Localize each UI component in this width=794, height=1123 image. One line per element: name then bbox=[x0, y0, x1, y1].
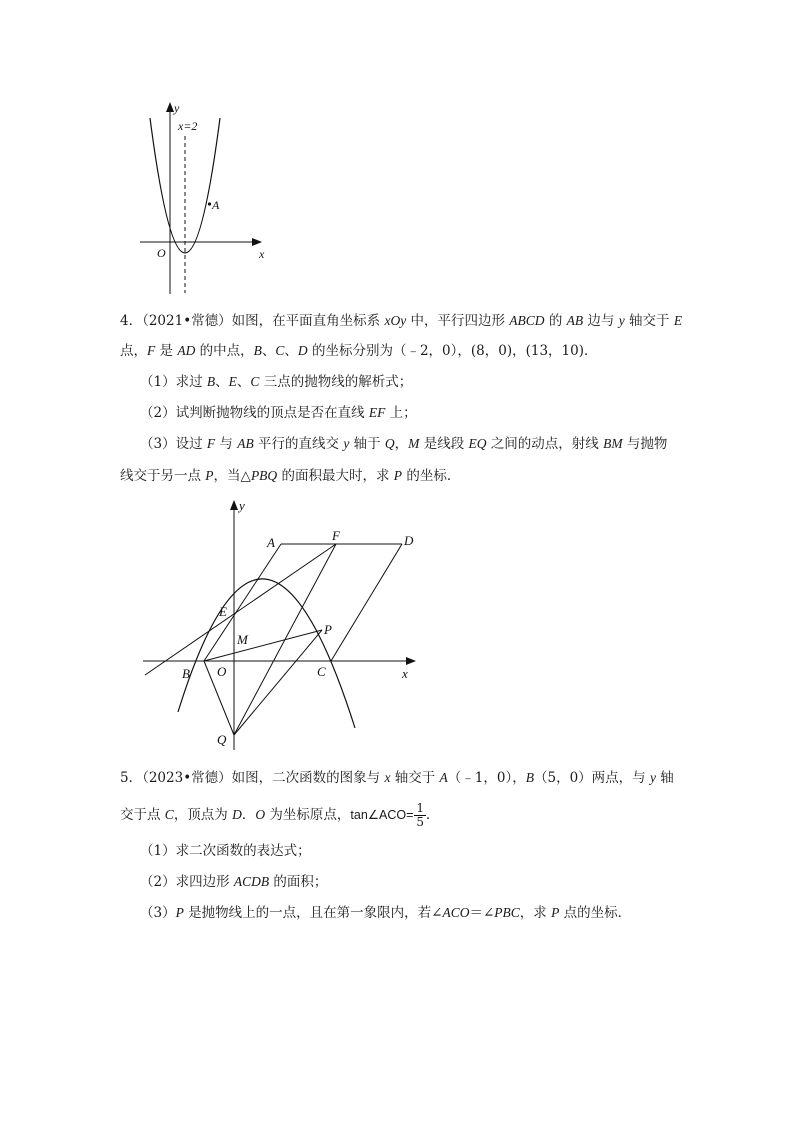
math-variable: AB bbox=[566, 313, 584, 328]
math-variable: M bbox=[408, 436, 420, 451]
problem-5-sub-2: （2）求四边形 ACDB 的面积； bbox=[140, 874, 328, 890]
problem-5-line-1: 5．（2023•常德）如图，二次函数的图象与 x 轴交于 A（﹣1，0），B（5，0）两点，与 y 轴 bbox=[120, 770, 674, 786]
math-variable: ACO bbox=[442, 905, 470, 920]
math-variable: E bbox=[673, 313, 683, 328]
parabola-curve bbox=[178, 579, 355, 728]
math-variable: BM bbox=[603, 436, 623, 451]
math-variable: F bbox=[206, 436, 216, 451]
math-variable: x bbox=[384, 770, 391, 785]
point-e-label: E bbox=[219, 604, 227, 619]
math-variable: P bbox=[205, 468, 214, 483]
math-variable: xOy bbox=[384, 313, 407, 328]
problem-4-line-2: 点，F 是 AD 的中点，B、C、D 的坐标分别为（﹣2，0），(8，0)，(13，10)． bbox=[120, 343, 598, 359]
fraction-one-fifth bbox=[414, 802, 426, 829]
tan-expression: tan∠ACO= bbox=[350, 808, 414, 822]
symmetry-axis-label: x=2 bbox=[178, 119, 198, 133]
x-axis-arrow-icon bbox=[406, 657, 416, 665]
math-variable: C bbox=[164, 807, 174, 822]
figure-1-parabola bbox=[130, 96, 280, 301]
side-dc bbox=[331, 544, 402, 661]
math-variable: D bbox=[232, 807, 242, 822]
line-ef-extended bbox=[145, 544, 336, 675]
y-axis-label: y bbox=[239, 498, 245, 513]
math-variable: PBC bbox=[494, 905, 520, 920]
math-variable: B bbox=[525, 770, 534, 785]
x-axis-label: x bbox=[402, 666, 408, 681]
math-variable: A bbox=[439, 770, 448, 785]
math-variable: P bbox=[393, 468, 403, 483]
y-axis-arrow-icon bbox=[166, 102, 174, 112]
math-variable: y bbox=[649, 770, 656, 785]
math-variable: C bbox=[250, 374, 260, 389]
x-axis-label: x bbox=[259, 247, 265, 261]
problem-5-sub-1: （1）求二次函数的表达式； bbox=[140, 843, 311, 859]
math-variable: y bbox=[618, 313, 625, 328]
origin-label: O bbox=[157, 246, 166, 260]
problem-5-sub-3: （3）P 是抛物线上的一点，且在第一象限内，若∠ACO＝∠PBC，求 P 点的坐标． bbox=[140, 905, 632, 921]
point-a-label: A bbox=[212, 198, 220, 212]
point-a-label: A bbox=[267, 535, 275, 550]
math-variable: PBQ bbox=[250, 468, 278, 483]
origin-label: O bbox=[217, 664, 227, 679]
x-axis-arrow-icon bbox=[252, 238, 262, 246]
point-a-dot bbox=[208, 202, 211, 205]
problem-5-line-2 bbox=[120, 799, 440, 831]
y-axis-arrow-icon bbox=[230, 500, 238, 510]
math-variable: E bbox=[228, 374, 237, 389]
math-variable: B bbox=[206, 374, 216, 389]
problem-4-line-1: 4．（2021•常德）如图，在平面直角坐标系 xOy 中，平行四边形 ABCD 的 AB 边与 y 轴交于 E bbox=[120, 313, 683, 329]
math-variable: C bbox=[275, 343, 285, 358]
point-c-label: C bbox=[317, 664, 326, 679]
problem-4-sub-3-line-2: 线交于另一点 P，当△PBQ 的面积最大时，求 P 的坐标． bbox=[120, 468, 461, 484]
tan-end-punctuation: ． bbox=[426, 807, 440, 823]
point-d-label: D bbox=[404, 533, 414, 548]
math-variable: ACDB bbox=[233, 874, 270, 889]
math-variable: O bbox=[255, 807, 266, 822]
y-axis-label: y bbox=[174, 101, 180, 115]
problem-4-sub-3-line-1: （3）设过 F 与 AB 平行的直线交 y 轴于 Q，M 是线段 EQ 之间的动点，射线 BM 与抛物 bbox=[140, 436, 668, 452]
point-b-label: B bbox=[182, 666, 190, 681]
math-variable: AB bbox=[237, 436, 254, 451]
math-variable: AD bbox=[177, 343, 196, 358]
fraction-numerator: 1 bbox=[416, 801, 425, 815]
problem-4-sub-1: （1）求过 B、E、C 三点的抛物线的解析式； bbox=[140, 374, 413, 390]
problem-4-sub-2: （2）试判断抛物线的顶点是否在直线 EF 上； bbox=[140, 405, 417, 421]
point-p-label: P bbox=[324, 622, 332, 637]
figure-2-parallelogram bbox=[140, 492, 430, 754]
math-variable: B bbox=[253, 343, 262, 358]
math-variable: Q bbox=[384, 436, 395, 451]
math-variable: y bbox=[343, 436, 350, 451]
fraction-denominator: 5 bbox=[416, 815, 425, 829]
math-variable: EF bbox=[368, 405, 386, 420]
math-variable: P bbox=[175, 905, 184, 920]
point-m-label: M bbox=[237, 632, 248, 647]
point-f-label: F bbox=[332, 528, 340, 543]
math-variable: P bbox=[551, 905, 560, 920]
math-variable: EQ bbox=[468, 436, 487, 451]
math-variable: ABCD bbox=[509, 313, 545, 328]
problem-5-line-2-text: 交于点 C，顶点为 D．O 为坐标原点， bbox=[120, 807, 351, 823]
math-variable: F bbox=[147, 343, 156, 358]
point-q-label: Q bbox=[217, 732, 227, 747]
math-variable: D bbox=[297, 343, 308, 358]
